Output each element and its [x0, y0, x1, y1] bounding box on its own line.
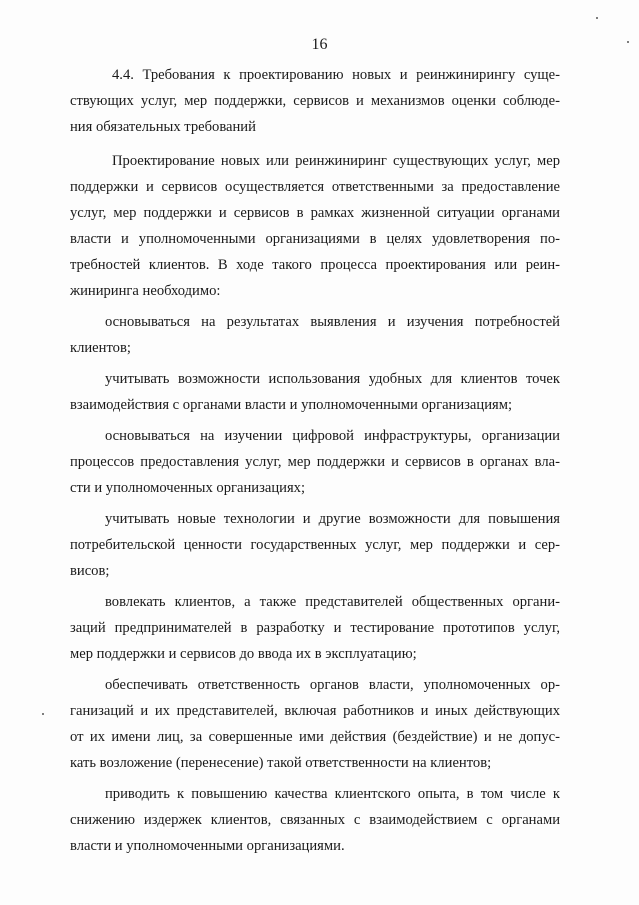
item-line: обеспечивать ответственность органов власти, уполномоченных ор- — [105, 677, 560, 693]
item-line: учитывать новые технологии и другие возможности для повышения — [105, 511, 560, 527]
paragraph-line: требностей клиентов. В ходе такого процесса проектирования или реин- — [70, 257, 560, 273]
item-line: власти и уполномоченными организациями. — [70, 838, 345, 854]
item-line: основываться на результатах выявления и изучения потребностей — [105, 314, 560, 330]
item-line: учитывать возможности использования удобных для клиентов точек — [105, 371, 560, 387]
scan-speck — [42, 713, 44, 715]
intro-paragraph — [70, 148, 560, 304]
item-line: вовлекать клиентов, а также представителей общественных органи- — [105, 594, 560, 610]
requirement-item — [70, 589, 560, 667]
item-line: заций предпринимателей в разработку и тестирование прототипов услуг, — [70, 620, 560, 636]
item-line: приводить к повышению качества клиентского опыта, в том числе к — [105, 786, 560, 802]
item-line: процессов предоставления услуг, мер поддержки и сервисов в органах вла- — [70, 454, 560, 470]
item-line: сти и уполномоченных организациях; — [70, 480, 306, 496]
document-body — [70, 62, 560, 859]
scan-speck — [596, 17, 598, 19]
item-line: от их имени лиц, за совершенные ими действия (бездействие) и не допус- — [70, 729, 560, 745]
item-line: висов; — [70, 563, 110, 579]
requirement-item — [70, 309, 560, 361]
item-line: мер поддержки и сервисов до ввода их в эксплуатацию; — [70, 646, 417, 662]
section-heading — [70, 62, 560, 140]
item-line: основываться на изучении цифровой инфраструктуры, организации — [105, 428, 560, 444]
paragraph-line: жиниринга необходимо: — [70, 283, 221, 299]
paragraph-line: Проектирование новых или реинжиниринг существующих услуг, мер — [112, 153, 560, 169]
requirement-item — [70, 366, 560, 418]
item-line: потребительской ценности государственных услуг, мер поддержки и сер- — [70, 537, 560, 553]
requirement-item — [70, 423, 560, 501]
requirement-item — [70, 672, 560, 776]
item-line: взаимодействия с органами власти и уполномоченными организациям; — [70, 397, 513, 413]
item-line: кать возложение (перенесение) такой ответственности на клиентов; — [70, 755, 492, 771]
requirement-item — [70, 506, 560, 584]
paragraph-line: власти и уполномоченными организациями в целях удовлетворения по- — [70, 231, 560, 247]
page-number: 16 — [311, 36, 328, 53]
paragraph-line: услуг, мер поддержки и сервисов в рамках жизненной ситуации органами — [70, 205, 560, 221]
item-line: ганизаций и их представителей, включая работников и иных действующих — [70, 703, 560, 719]
heading-line: ствующих услуг, мер поддержки, сервисов и механизмов оценки соблюде- — [70, 93, 560, 109]
heading-line: 4.4. Требования к проектированию новых и реинжинирингу суще- — [112, 67, 560, 83]
requirement-item — [70, 781, 560, 859]
heading-line: ния обязательных требований — [70, 119, 256, 135]
paragraph-line: поддержки и сервисов осуществляется ответственными за предоставление — [70, 179, 560, 195]
item-line: снижению издержек клиентов, связанных с взаимодействием с органами — [70, 812, 560, 828]
item-line: клиентов; — [70, 340, 131, 356]
